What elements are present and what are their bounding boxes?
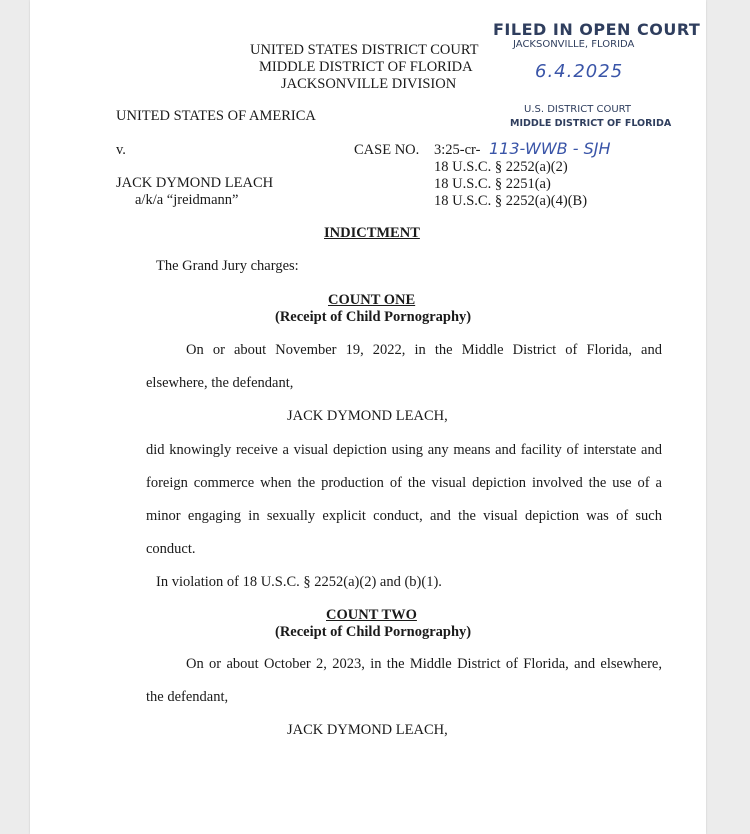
filed-stamp-city: JACKSONVILLE, FLORIDA (513, 39, 635, 50)
count-two-paragraph-1 (146, 648, 662, 714)
case-number-prefix: 3:25-cr- (434, 142, 481, 158)
document-page (30, 0, 706, 834)
case-number-label: CASE NO. (354, 142, 420, 158)
versus: v. (116, 142, 126, 158)
grand-jury-intro: The Grand Jury charges: (156, 258, 299, 274)
count-two-defendant: JACK DYMOND LEACH, (287, 722, 448, 738)
filed-stamp-title: FILED IN OPEN COURT (493, 20, 701, 39)
statute-2: 18 U.S.C. § 2251(a) (434, 176, 551, 192)
count-two-p1-line-1: On or about October 2, 2023, in the Middle District of Florida, and elsewhere, (186, 656, 662, 672)
district-stamp-district: MIDDLE DISTRICT OF FLORIDA (510, 118, 672, 129)
count-one-p1-line-2: elsewhere, the defendant, (146, 375, 294, 391)
statute-1: 18 U.S.C. § 2252(a)(2) (434, 159, 568, 175)
court-division: JACKSONVILLE DIVISION (281, 76, 457, 92)
count-one-p2-line-3: minor engaging in sexually explicit conduct, and the visual depiction was of such (146, 508, 662, 524)
court-name: UNITED STATES DISTRICT COURT (250, 42, 479, 58)
statute-3: 18 U.S.C. § 2252(a)(4)(B) (434, 193, 588, 209)
count-one-defendant: JACK DYMOND LEACH, (287, 408, 448, 424)
district-stamp-court: U.S. DISTRICT COURT (524, 104, 631, 115)
count-one-paragraph-2 (146, 434, 662, 566)
court-district: MIDDLE DISTRICT OF FLORIDA (259, 59, 473, 75)
count-one-p1-line-1: On or about November 19, 2022, in the Middle District of Florida, and (186, 342, 662, 358)
count-one-p2-line-2: foreign commerce when the production of the visual depiction involved the use of a (146, 475, 662, 491)
defendant-alias: a/k/a “jreidmann” (135, 192, 239, 208)
count-one-paragraph-1 (146, 334, 662, 400)
filed-stamp-date: 6.4.2025 (535, 61, 624, 82)
count-one-p2-line-4: conduct. (146, 541, 196, 557)
count-one-subheading: (Receipt of Child Pornography) (275, 309, 472, 325)
plaintiff-name: UNITED STATES OF AMERICA (116, 108, 316, 124)
defendant-name: JACK DYMOND LEACH (116, 175, 274, 191)
count-one-heading: COUNT ONE (328, 292, 416, 308)
count-two-heading: COUNT TWO (326, 607, 417, 623)
case-number-handwritten: 113-WWB - SJH (489, 139, 611, 158)
count-two-p1-line-2: the defendant, (146, 689, 229, 705)
count-one-p2-line-1: did knowingly receive a visual depiction using any means and facility of interstate and (146, 442, 662, 458)
count-one-violation: In violation of 18 U.S.C. § 2252(a)(2) and (b)(1). (156, 574, 442, 590)
count-two-subheading: (Receipt of Child Pornography) (275, 624, 472, 640)
indictment-title: INDICTMENT (324, 225, 420, 241)
